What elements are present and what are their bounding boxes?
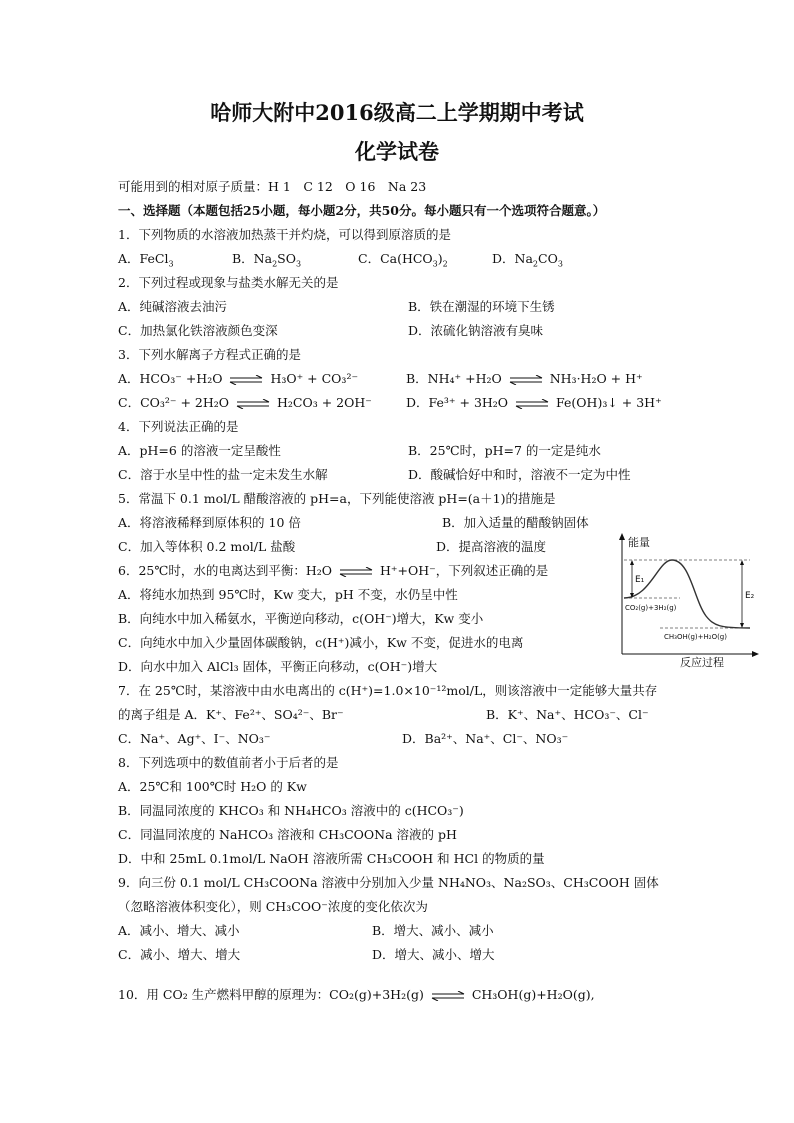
q2-option-b: B．铁在潮湿的环境下生锈 (408, 299, 555, 314)
q9-option-b: B．增大、减小、减小 (372, 923, 494, 938)
equilibrium-arrow-icon (339, 567, 373, 577)
q2-option-c: C．加热氯化铁溶液颜色变深 (118, 323, 278, 338)
q3-option-b: B．NH₄⁺ +H₂O NH₃·H₂O + H⁺ (406, 371, 643, 386)
q2-option-d: D．浓硫化钠溶液有臭味 (408, 323, 544, 338)
diagram-y-label: 能量 (628, 536, 650, 549)
q3-option-c: C．CO₃²⁻ + 2H₂O H₂CO₃ + 2OH⁻ (118, 395, 372, 410)
q9-option-c: C．减小、增大、增大 (118, 947, 241, 962)
q2-stem: 2．下列过程或现象与盐类水解无关的是 (118, 275, 339, 290)
q8-option-d: D．中和 25mL 0.1mol/L NaOH 溶液所需 CH₃COOH 和 HCl 的物质的量 (118, 851, 545, 866)
q3-option-a: A．HCO₃⁻ +H₂O H₃O⁺ + CO₃²⁻ (118, 371, 359, 386)
q9-stem: 9．向三份 0.1 mol/L CH₃COONa 溶液中分别加入少量 NH₄NO₃、Na₂SO₃、CH₃COOH 固体 (118, 875, 659, 890)
q5-option-d: D．提高溶液的温度 (436, 539, 547, 554)
e1-label: E₁ (635, 575, 645, 585)
q10-stem: 10．用 CO₂ 生产燃料甲醇的原理为：CO₂(g)+3H₂(g) CH₃OH(g)+H₂O(g), (118, 987, 595, 1002)
q7-option-d: D．Ba²⁺、Na⁺、Cl⁻、NO₃⁻ (402, 731, 569, 746)
q8-option-a: A．25℃和 100℃时 H₂O 的 Kw (118, 779, 307, 794)
q7-option-b: B．K⁺、Na⁺、HCO₃⁻、Cl⁻ (486, 707, 649, 722)
reactants-label: CO₂(g)+3H₂(g) (625, 604, 677, 612)
y-axis-arrow-icon (619, 533, 625, 540)
products-label: CH₃OH(g)+H₂O(g) (664, 633, 727, 641)
q5-option-b: B．加入适量的醋酸钠固体 (442, 515, 589, 530)
q9-option-a: A．减小、增大、减小 (118, 923, 240, 938)
atomic-masses-note: 可能用到的相对原子质量：H 1 C 12 O 16 Na 23 (118, 179, 427, 194)
q7-stem: 7．在 25℃时，某溶液中由水电离出的 c(H⁺)=1.0×10⁻¹²mol/L，则该溶液中一定能够大量共存 (118, 683, 658, 698)
q2-option-a: A．纯碱溶液去油污 (118, 299, 228, 314)
q4-stem: 4．下列说法正确的是 (118, 419, 239, 434)
q1-option-b: B．$Na_2SO_3$ (232, 251, 302, 269)
q1-option-c: C．$Ca(HCO_3)_2$ (358, 251, 448, 269)
q4-option-d: D．酸碱恰好中和时，溶液不一定为中性 (408, 467, 631, 482)
q6-option-a: A．将纯水加热到 95℃时，Kw 变大，pH 不变，水仍呈中性 (118, 587, 458, 602)
q1-option-d: D．$Na_2CO_3$ (492, 251, 563, 269)
q5-option-c: C．加入等体积 0.2 mol/L 盐酸 (118, 539, 296, 554)
equilibrium-arrow-icon (236, 399, 270, 409)
equilibrium-arrow-icon (431, 991, 465, 1001)
equilibrium-arrow-icon (515, 399, 549, 409)
exam-subtitle: 化学试卷 (355, 139, 439, 164)
q1-option-a: A．FeCl$_3$ (118, 251, 174, 269)
q6-option-d: D．向水中加入 AlCl₃ 固体，平衡正向移动，c(OH⁻)增大 (118, 659, 438, 674)
q8-option-b: B．同温同浓度的 KHCO₃ 和 NH₄HCO₃ 溶液中的 c(HCO₃⁻) (118, 803, 464, 818)
q8-stem: 8．下列选项中的数值前者小于后者的是 (118, 755, 339, 770)
equilibrium-arrow-icon (229, 375, 263, 385)
q9-option-d: D．增大、减小、增大 (372, 947, 495, 962)
q3-stem: 3．下列水解离子方程式正确的是 (118, 347, 301, 362)
q5-option-a: A．将溶液稀释到原体积的 10 倍 (118, 515, 301, 530)
diagram-x-label: 反应过程 (680, 656, 724, 669)
q1-stem: 1．下列物质的水溶液加热蒸干并灼烧，可以得到原溶质的是 (118, 227, 451, 242)
q6-option-b: B．向纯水中加入稀氨水，平衡逆向移动，c(OH⁻)增大，Kw 变小 (118, 611, 484, 626)
q7-stem-option-a: 的离子组是 A．K⁺、Fe²⁺、SO₄²⁻、Br⁻ (118, 707, 344, 722)
q7-option-c: C．Na⁺、Ag⁺、I⁻、NO₃⁻ (118, 731, 271, 746)
e2-label: E₂ (745, 591, 755, 601)
q4-option-c: C．溶于水呈中性的盐一定未发生水解 (118, 467, 328, 482)
x-axis-arrow-icon (752, 651, 759, 657)
q4-option-b: B．25℃时，pH=7 的一定是纯水 (408, 443, 601, 458)
equilibrium-arrow-icon (509, 375, 543, 385)
q6-option-c: C．向纯水中加入少量固体碳酸钠，c(H⁺)减小，Kw 不变，促进水的电离 (118, 635, 524, 650)
exam-title: 哈师大附中2016级高二上学期期中考试 (210, 100, 584, 125)
q5-stem: 5．常温下 0.1 mol/L 醋酸溶液的 pH=a，下列能使溶液 pH=(a＋1)的措施是 (118, 491, 556, 506)
energy-diagram (610, 530, 760, 670)
energy-curve (624, 560, 750, 628)
section-heading: 一、选择题（本题包括25小题，每小题2分，共50分。每小题只有一个选项符合题意。） (118, 203, 606, 218)
q6-stem: 6．25℃时，水的电离达到平衡：H₂O H⁺+OH⁻，下列叙述正确的是 (118, 563, 549, 578)
q9-stem-continued: （忽略溶液体积变化），则 CH₃COO⁻浓度的变化依次为 (118, 899, 428, 914)
q3-option-d: D．Fe³⁺ + 3H₂O Fe(OH)₃↓ + 3H⁺ (406, 395, 662, 410)
q4-option-a: A．pH=6 的溶液一定呈酸性 (118, 443, 281, 458)
q8-option-c: C．同温同浓度的 NaHCO₃ 溶液和 CH₃COONa 溶液的 pH (118, 827, 457, 842)
